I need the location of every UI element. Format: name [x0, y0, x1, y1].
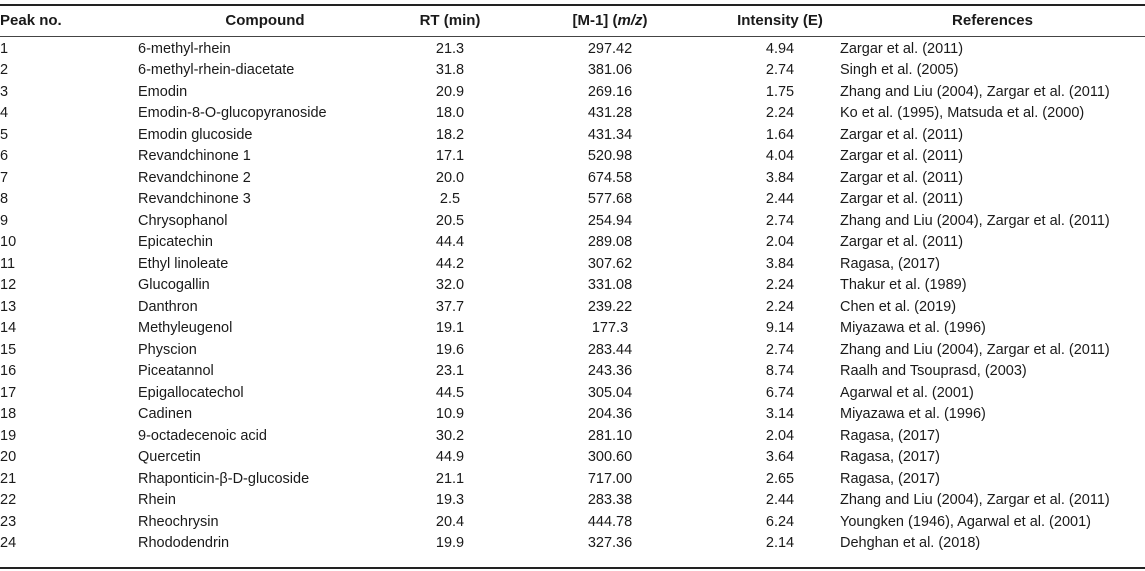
cell-peak-no: 11	[0, 255, 16, 272]
cell-references: Miyazawa et al. (1996)	[840, 406, 986, 423]
cell-rt: 44.2	[435, 255, 465, 272]
cell-rt: 20.5	[435, 212, 465, 229]
cell-peak-no: 1	[0, 40, 9, 57]
cell-compound: Chrysophanol	[138, 212, 228, 229]
header-peak-no: Peak no.	[0, 11, 62, 29]
table-row	[0, 81, 1145, 103]
cell-peak-no: 16	[0, 363, 17, 380]
cell-rt: 32.0	[435, 277, 465, 294]
cell-mz: 300.60	[587, 449, 633, 466]
cell-mz: 431.28	[587, 105, 633, 122]
cell-intensity: 4.04	[765, 148, 795, 165]
table-row	[0, 361, 1145, 383]
table-bottom-rule	[0, 567, 1145, 569]
cell-mz: 243.36	[587, 363, 633, 380]
cell-rt: 19.6	[435, 341, 465, 358]
cell-intensity: 4.94	[765, 40, 795, 57]
cell-peak-no: 7	[0, 169, 9, 186]
cell-peak-no: 15	[0, 341, 17, 358]
cell-peak-no: 8	[0, 191, 9, 208]
cell-peak-no: 21	[0, 470, 17, 487]
cell-compound: Quercetin	[138, 449, 201, 466]
cell-peak-no: 22	[0, 492, 17, 509]
cell-mz: 254.94	[587, 212, 633, 229]
cell-compound: 6-methyl-rhein	[138, 40, 231, 57]
cell-peak-no: 9	[0, 212, 9, 229]
table-row	[0, 210, 1145, 232]
cell-references: Zargar et al. (2011)	[840, 169, 964, 186]
cell-references: Zargar et al. (2011)	[840, 234, 964, 251]
cell-rt: 44.9	[435, 449, 465, 466]
cell-rt: 20.4	[435, 513, 465, 530]
cell-compound: Danthron	[138, 298, 198, 315]
cell-intensity: 2.14	[765, 535, 795, 552]
cell-mz: 269.16	[587, 83, 633, 100]
cell-intensity: 1.64	[765, 126, 795, 143]
header-mz-suffix: )	[642, 11, 648, 29]
cell-rt: 2.5	[439, 191, 461, 208]
table-row	[0, 146, 1145, 168]
cell-compound: Revandchinone 1	[138, 148, 251, 165]
cell-peak-no: 24	[0, 535, 17, 552]
cell-references: Thakur et al. (1989)	[840, 277, 967, 294]
cell-mz: 674.58	[587, 169, 633, 186]
cell-rt: 18.0	[435, 105, 465, 122]
header-row	[0, 6, 1145, 34]
cell-mz: 717.00	[587, 470, 633, 487]
cell-references: Agarwal et al. (2001)	[840, 384, 974, 401]
table-row	[0, 511, 1145, 533]
cell-mz: 204.36	[587, 406, 633, 423]
cell-mz: 283.38	[587, 492, 633, 509]
cell-intensity: 2.04	[765, 234, 795, 251]
cell-mz: 297.42	[587, 40, 633, 57]
compound-table	[0, 6, 1145, 554]
table-row	[0, 425, 1145, 447]
cell-peak-no: 3	[0, 83, 9, 100]
cell-references: Dehghan et al. (2018)	[840, 535, 981, 552]
cell-peak-no: 18	[0, 406, 17, 423]
cell-references: Zhang and Liu (2004), Zargar et al. (2011)	[840, 83, 1110, 100]
table-row	[0, 382, 1145, 404]
cell-compound: Piceatannol	[138, 363, 214, 380]
cell-compound: Revandchinone 3	[138, 191, 251, 208]
cell-rt: 17.1	[435, 148, 465, 165]
cell-peak-no: 23	[0, 513, 17, 530]
cell-rt: 20.0	[435, 169, 465, 186]
cell-intensity: 8.74	[765, 363, 795, 380]
cell-references: Zhang and Liu (2004), Zargar et al. (2011)	[840, 212, 1110, 229]
cell-references: Zargar et al. (2011)	[840, 191, 964, 208]
cell-compound: Emodin glucoside	[138, 126, 253, 143]
table-body	[0, 34, 1145, 554]
cell-intensity: 3.14	[765, 406, 795, 423]
cell-rt: 21.1	[435, 470, 465, 487]
cell-intensity: 2.44	[765, 492, 795, 509]
table-row	[0, 253, 1145, 275]
cell-intensity: 2.44	[765, 191, 795, 208]
cell-intensity: 2.24	[765, 277, 795, 294]
cell-peak-no: 4	[0, 105, 9, 122]
cell-peak-no: 14	[0, 320, 17, 337]
cell-mz: 381.06	[587, 62, 633, 79]
cell-intensity: 3.84	[765, 169, 795, 186]
table-row	[0, 167, 1145, 189]
table-row	[0, 232, 1145, 254]
cell-mz: 289.08	[587, 234, 633, 251]
cell-rt: 37.7	[435, 298, 465, 315]
cell-rt: 18.2	[435, 126, 465, 143]
cell-intensity: 2.04	[765, 427, 795, 444]
table-row	[0, 404, 1145, 426]
cell-intensity: 3.64	[765, 449, 795, 466]
cell-peak-no: 13	[0, 298, 17, 315]
cell-mz: 307.62	[587, 255, 633, 272]
cell-rt: 19.3	[435, 492, 465, 509]
cell-mz: 239.22	[587, 298, 633, 315]
table-row	[0, 318, 1145, 340]
table-row	[0, 124, 1145, 146]
header-compound: Compound	[225, 11, 305, 29]
cell-rt: 19.9	[435, 535, 465, 552]
cell-peak-no: 17	[0, 384, 17, 401]
table-row	[0, 468, 1145, 490]
header-intensity: Intensity (E)	[737, 11, 823, 29]
cell-mz: 305.04	[587, 384, 633, 401]
cell-intensity: 6.24	[765, 513, 795, 530]
cell-rt: 44.5	[435, 384, 465, 401]
table-row	[0, 275, 1145, 297]
header-mz	[500, 6, 720, 34]
header-mz-unit: m/z	[617, 11, 643, 29]
cell-references: Ko et al. (1995), Matsuda et al. (2000)	[840, 105, 1085, 122]
cell-mz: 327.36	[587, 535, 633, 552]
cell-rt: 31.8	[435, 62, 465, 79]
cell-intensity: 2.65	[765, 470, 795, 487]
cell-compound: Revandchinone 2	[138, 169, 251, 186]
cell-peak-no: 10	[0, 234, 17, 251]
header-references: References	[952, 11, 1033, 29]
cell-peak-no: 20	[0, 449, 17, 466]
cell-intensity: 6.74	[765, 384, 795, 401]
cell-rt: 10.9	[435, 406, 465, 423]
cell-intensity: 2.24	[765, 298, 795, 315]
table-row	[0, 296, 1145, 318]
cell-compound: Physcion	[138, 341, 197, 358]
cell-compound: Glucogallin	[138, 277, 210, 294]
cell-rt: 20.9	[435, 83, 465, 100]
cell-intensity: 2.24	[765, 105, 795, 122]
cell-references: Singh et al. (2005)	[840, 62, 959, 79]
cell-compound: Rhein	[138, 492, 176, 509]
cell-references: Zargar et al. (2011)	[840, 126, 964, 143]
cell-mz: 281.10	[587, 427, 633, 444]
cell-rt: 19.1	[435, 320, 465, 337]
cell-rt: 30.2	[435, 427, 465, 444]
cell-peak-no: 12	[0, 277, 17, 294]
table-row	[0, 60, 1145, 82]
cell-compound: Rhaponticin-β-D-glucoside	[138, 470, 310, 487]
cell-compound: Epigallocatechol	[138, 384, 244, 401]
cell-compound: Cadinen	[138, 406, 193, 423]
cell-peak-no: 19	[0, 427, 17, 444]
cell-mz: 177.3	[591, 320, 629, 337]
cell-references: Zargar et al. (2011)	[840, 40, 964, 57]
cell-compound: Ethyl linoleate	[138, 255, 229, 272]
cell-references: Zargar et al. (2011)	[840, 148, 964, 165]
cell-compound: 9-octadecenoic acid	[138, 427, 267, 444]
table-header	[0, 6, 1145, 34]
cell-intensity: 9.14	[765, 320, 795, 337]
cell-compound: Methyleugenol	[138, 320, 233, 337]
cell-peak-no: 6	[0, 148, 9, 165]
cell-references: Miyazawa et al. (1996)	[840, 320, 986, 337]
cell-intensity: 2.74	[765, 62, 795, 79]
cell-peak-no: 2	[0, 62, 9, 79]
cell-compound: Rhododendrin	[138, 535, 230, 552]
cell-mz: 444.78	[587, 513, 633, 530]
cell-references: Youngken (1946), Agarwal et al. (2001)	[840, 513, 1091, 530]
header-mz-prefix: [M-1] (	[572, 11, 618, 29]
header-rt: RT (min)	[419, 11, 481, 29]
table-row	[0, 447, 1145, 469]
table-row	[0, 490, 1145, 512]
cell-compound: Emodin-8-O-glucopyranoside	[138, 105, 327, 122]
cell-mz: 331.08	[587, 277, 633, 294]
cell-rt: 23.1	[435, 363, 465, 380]
cell-rt: 21.3	[435, 40, 465, 57]
cell-references: Ragasa, (2017)	[840, 427, 940, 444]
cell-compound: 6-methyl-rhein-diacetate	[138, 62, 295, 79]
cell-mz: 520.98	[587, 148, 633, 165]
table-row	[0, 533, 1145, 555]
cell-mz: 577.68	[587, 191, 633, 208]
cell-references: Ragasa, (2017)	[840, 449, 940, 466]
cell-compound: Epicatechin	[138, 234, 213, 251]
cell-references: Ragasa, (2017)	[840, 255, 940, 272]
cell-compound: Emodin	[138, 83, 188, 100]
table-row	[0, 189, 1145, 211]
cell-compound: Rheochrysin	[138, 513, 219, 530]
cell-mz: 431.34	[587, 126, 633, 143]
cell-references: Zhang and Liu (2004), Zargar et al. (2011)	[840, 492, 1110, 509]
cell-intensity: 2.74	[765, 212, 795, 229]
cell-references: Raalh and Tsouprasd, (2003)	[840, 363, 1027, 380]
table-row	[0, 103, 1145, 125]
cell-peak-no: 5	[0, 126, 9, 143]
table-row	[0, 34, 1145, 60]
table-row	[0, 339, 1145, 361]
cell-references: Ragasa, (2017)	[840, 470, 940, 487]
cell-intensity: 1.75	[765, 83, 795, 100]
cell-references: Zhang and Liu (2004), Zargar et al. (2011)	[840, 341, 1110, 358]
cell-references: Chen et al. (2019)	[840, 298, 957, 315]
cell-rt: 44.4	[435, 234, 465, 251]
cell-intensity: 2.74	[765, 341, 795, 358]
cell-intensity: 3.84	[765, 255, 795, 272]
cell-mz: 283.44	[587, 341, 633, 358]
